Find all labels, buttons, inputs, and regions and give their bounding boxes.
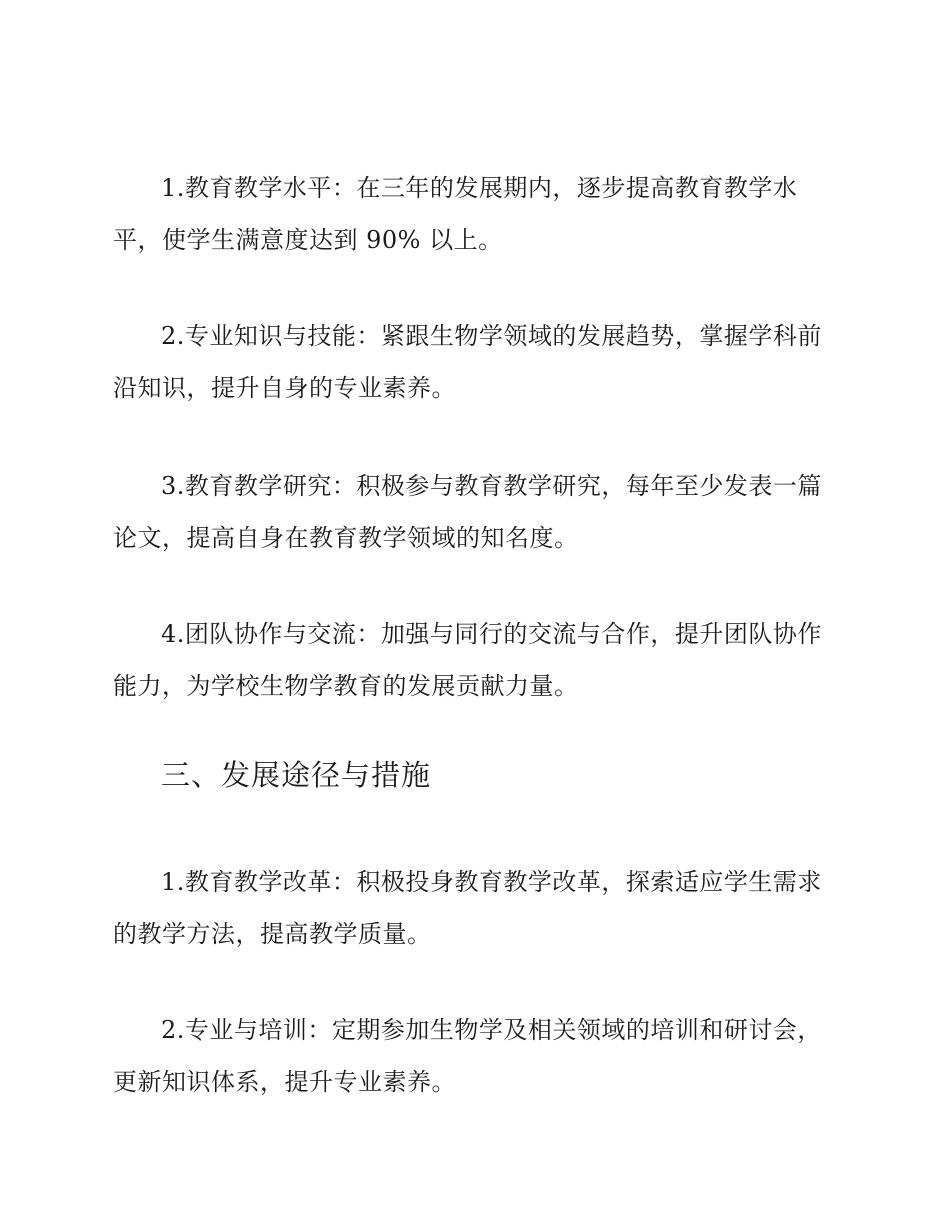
- measure-text: 教育教学改革：积极投身教育教学改革，探索适应学生需求的教学方法，提高教学质量。: [113, 868, 822, 948]
- measure-number: 1.: [161, 868, 185, 896]
- goal-text: 专业知识与技能：紧跟生物学领域的发展趋势，掌握学科前沿知识，提升自身的专业素养。: [113, 322, 822, 402]
- goal-paragraph-2: [113, 310, 835, 414]
- goal-number: 4.: [161, 620, 185, 648]
- goal-number: 3.: [161, 472, 185, 500]
- goal-number: 2.: [161, 322, 185, 350]
- goal-text: 教育教学水平：在三年的发展期内，逐步提高教育教学水平，使学生满意度达到 90% 以上。: [113, 174, 798, 254]
- section-heading-3: 三、发展途径与措施: [161, 758, 432, 792]
- measure-paragraph-2: [113, 1004, 835, 1108]
- measure-paragraph-1: [113, 856, 835, 960]
- goal-text: 团队协作与交流：加强与同行的交流与合作，提升团队协作能力，为学校生物学教育的发展贡献力量。: [113, 620, 822, 700]
- goal-paragraph-3: [113, 460, 835, 564]
- measure-number: 2.: [161, 1016, 185, 1044]
- goal-paragraph-1: [113, 162, 835, 266]
- goal-text: 教育教学研究：积极参与教育教学研究，每年至少发表一篇论文，提高自身在教育教学领域的知名度。: [113, 472, 822, 552]
- goal-paragraph-4: [113, 608, 835, 712]
- measure-text: 专业与培训：定期参加生物学及相关领域的培训和研讨会，更新知识体系，提升专业素养。: [113, 1016, 822, 1096]
- goal-number: 1.: [161, 174, 185, 202]
